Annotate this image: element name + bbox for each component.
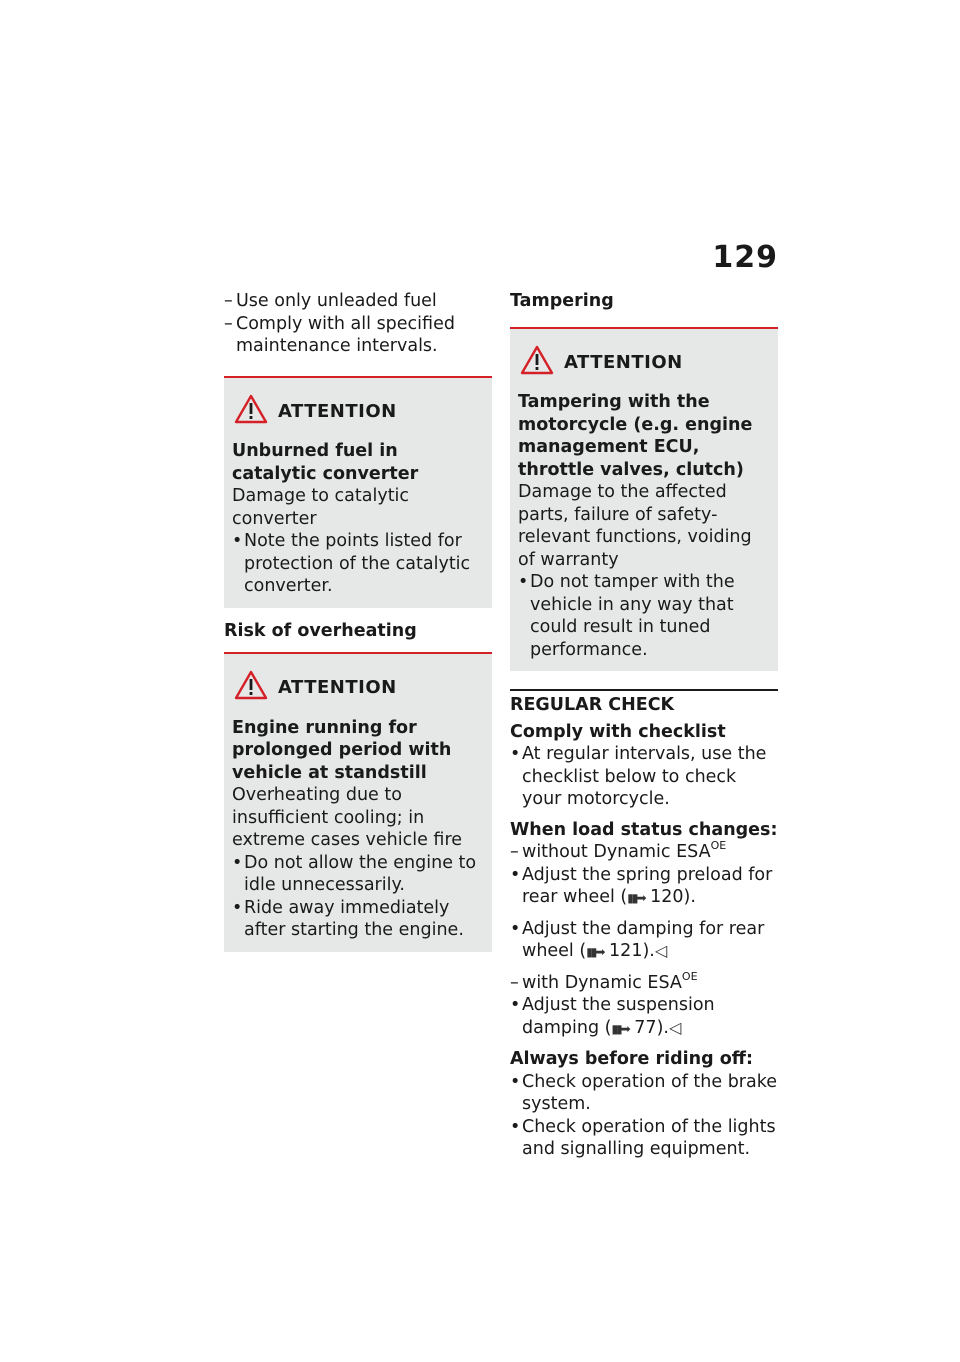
- warning-triangle-icon: [234, 670, 268, 707]
- always-item: • Check operation of the brake system.: [510, 1071, 778, 1116]
- preload-text: Adjust the spring preload for rear wheel (: [522, 864, 773, 907]
- without-esa-item: [510, 841, 778, 864]
- right-column: [510, 290, 778, 1161]
- damping-ref[interactable]: 121).: [609, 941, 655, 961]
- page-ref-arrow-icon: ▮▮➡: [611, 1021, 629, 1036]
- overheating-heading: Risk of overheating: [224, 620, 417, 641]
- preload-ref[interactable]: 120).: [650, 887, 696, 907]
- attention-consequence: Overheating due to insufficient cooling; in extreme cases vehicle fire: [232, 785, 463, 850]
- attention-box-tampering: [510, 327, 778, 672]
- attention-box-overheating: [224, 652, 492, 952]
- attention-action: • Do not allow the engine to idle unnecessarily.: [232, 852, 484, 897]
- attention-action: • Ride away immediately after starting the engine.: [232, 897, 484, 942]
- attention-action: • Do not tamper with the vehicle in any way that could result in tuned performance.: [518, 571, 770, 661]
- regular-check-title: REGULAR CHECK: [510, 689, 778, 717]
- always-item: • Check operation of the lights and signalling equipment.: [510, 1116, 778, 1161]
- warning-triangle-icon: [234, 394, 268, 431]
- attention-consequence: Damage to catalytic converter: [232, 486, 410, 529]
- suspension-text: Adjust the suspension damping (: [522, 995, 715, 1038]
- intro-item: – Comply with all specified maintenance intervals.: [224, 313, 492, 358]
- with-esa-item: [510, 969, 778, 995]
- attention-heading: Unburned fuel in catalytic converter: [232, 441, 419, 484]
- left-column: [224, 290, 492, 952]
- comply-item: • At regular intervals, use the checklist below to check your motorcycle.: [510, 743, 778, 811]
- comply-heading: Comply with checklist: [510, 721, 726, 742]
- attention-title: ATTENTION: [564, 351, 683, 373]
- damping-text: Adjust the damping for rear wheel (: [522, 918, 765, 961]
- oe-mark: OE: [710, 839, 727, 852]
- attention-title: ATTENTION: [278, 400, 397, 422]
- always-heading: Always before riding off:: [510, 1049, 753, 1069]
- attention-title: ATTENTION: [278, 677, 397, 698]
- attention-action: • Note the points listed for protection of the catalytic converter.: [232, 530, 484, 598]
- attention-consequence: Damage to the affected parts, failure of safety-relevant functions, voiding of warranty: [518, 482, 752, 570]
- without-esa-text: without Dynamic ESA: [522, 842, 711, 862]
- page-ref-arrow-icon: ▮▮➡: [586, 945, 604, 959]
- tampering-heading: Tampering: [510, 291, 614, 311]
- intro-item: – Use only unleaded fuel: [224, 290, 492, 313]
- page-ref-arrow-icon: ▮▮➡: [627, 891, 645, 905]
- attention-box-catalytic: [224, 376, 492, 608]
- oe-mark: OE: [681, 969, 698, 983]
- end-mark-icon: ◁: [654, 941, 668, 960]
- warning-triangle-icon: [520, 345, 554, 382]
- damping-item: [510, 918, 778, 964]
- end-mark-icon: ◁: [668, 1017, 682, 1037]
- load-heading: When load status changes:: [510, 819, 778, 840]
- suspension-ref[interactable]: 77).: [634, 1017, 669, 1038]
- page-number: 129: [712, 240, 778, 275]
- attention-heading: Engine running for prolonged period with vehicle at standstill: [232, 717, 452, 783]
- with-esa-text: with Dynamic ESA: [522, 972, 682, 993]
- suspension-item: [510, 994, 778, 1040]
- preload-item: [510, 864, 778, 910]
- attention-heading: Tampering with the motorcycle (e.g. engine management ECU, throttle valves, clutch): [518, 392, 753, 480]
